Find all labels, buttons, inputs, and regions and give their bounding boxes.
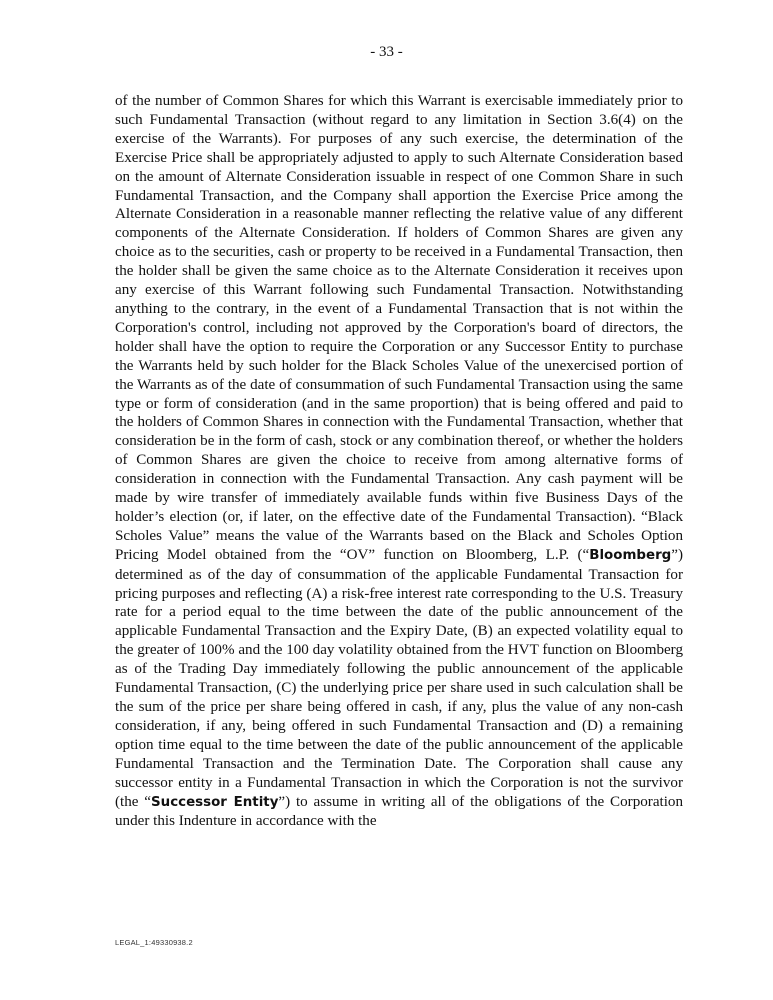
paragraph-text-part-1: of the number of Common Shares for which this Warrant is exercisable immediately prior to such Fundamental Transaction (without regard to any limitation in Section 3.6(4) on the exercise of the Warrants). For purposes of any such exercise, the determination of the Exercise Price shall be appropriately adjusted to apply to such Alternate Consideration based on the amount of Alternate Consideration issuable in respect of one Common Share in such Fundamental Transaction, and the Company shall apportion the Exercise Price among the Alternate Consideration in a reasonable manner reflecting the relative value of any different components of the Alternate Consideration. If holders of Common Shares are given any choice as to the securities, cash or property to be received in a Fundamental Transaction, then the holder shall be given the same choice as to the Alternate Consideration it receives upon any exercise of this Warrant following such Fundamental Transaction. Notwithstanding anything to the contrary, in the event of a Fundamental Transaction that is not within the Corporation's control, including not approved by the Corporation's board of directors, the holder shall have the option to require the Corporation or any Successor Entity to purchase the Warrants held by such holder for the Black Scholes Value of the unexercised portion of the Warrants as of the date of consummation of such Fundamental Transaction using the same type or form of consideration (and in the same proportion) that is being offered and paid to the holders of Common Shares in connection with the Fundamental Transaction, whether that consideration be in the form of cash, stock or any combination thereof, or whether the holders of Common Shares are given the choice to receive from among alternative forms of consideration in connection with the Fundamental Transaction. Any cash payment will be made by wire transfer of immediately available funds within five Business Days of the holder’s election (or, if later, on the effective date of the Fundamental Transaction). “Black Scholes Value” means the value of the Warrants based on the Black and Scholes Option Pricing Model obtained from the “OV” function on Bloomberg, L.P. (“ xyxy=(115,93,683,563)
defined-term-successor-entity: Successor Entity xyxy=(151,794,279,810)
paragraph-text-part-3: ”) to assume in writing all of the obligations of the Corporation under this Indenture in accordance with the xyxy=(115,793,683,830)
paragraph-text-part-2: ”) determined as of the day of consummation of the applicable Fundamental Transaction for pricing purposes and reflecting (A) a risk-free interest rate corresponding to the U.S. Treasury rate for a period equal to the time between the date of the public announcement of the applicable Fundamental Transaction and the Expiry Date, (B) an expected volatility equal to the greater of 100% and the 100 day volatility obtained from the HVT function on Bloomberg as of the Trading Day immediately following the public announcement of the applicable Fundamental Transaction, (C) the underlying price per share used in such calculation shall be the sum of the price per share being offered in cash, if any, plus the value of any non-cash consideration, if any, being offered in such Fundamental Transaction and (D) a remaining option time equal to the time between the date of the public announcement of the applicable Fundamental Transaction and the Termination Date. The Corporation shall cause any successor entity in a Fundamental Transaction in which the Corporation is not the survivor (the “ xyxy=(115,546,683,810)
document-id-footer: LEGAL_1:49330938.2 xyxy=(115,938,193,947)
page-number: - 33 - xyxy=(370,44,403,60)
body-paragraph xyxy=(115,92,683,831)
defined-term-bloomberg: Bloomberg xyxy=(589,547,672,563)
